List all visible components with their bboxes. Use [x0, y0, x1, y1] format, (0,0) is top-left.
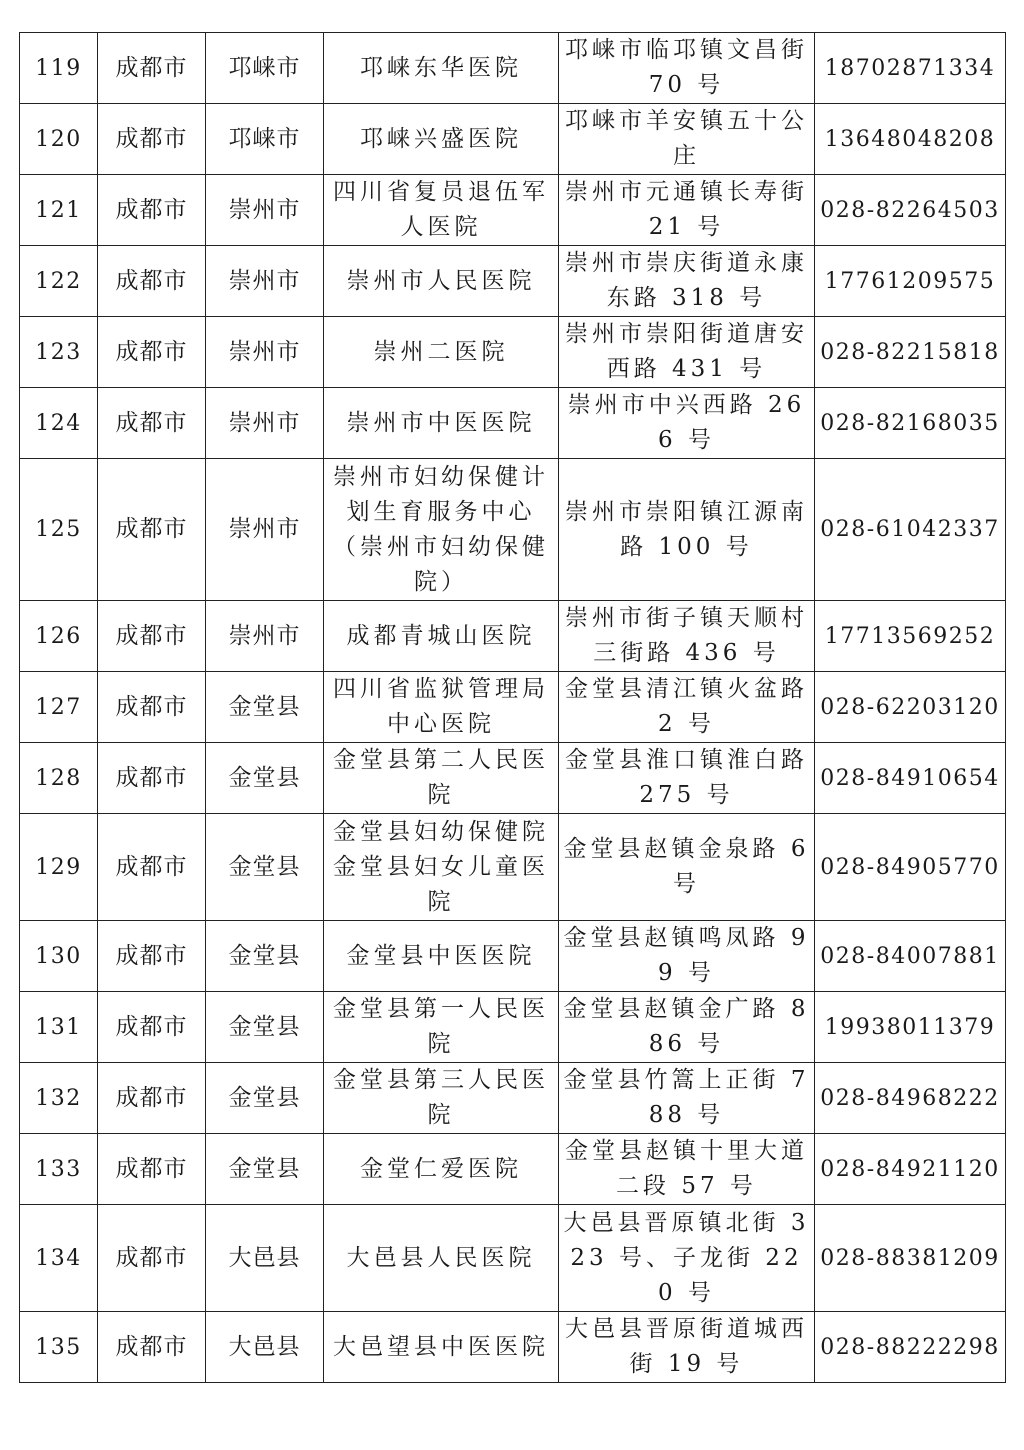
row-number: 128	[20, 743, 98, 814]
table-row	[20, 104, 1006, 175]
row-city: 成都市	[98, 317, 206, 388]
row-phone: 028-82168035	[815, 388, 1006, 459]
row-number: 132	[20, 1063, 98, 1134]
row-number: 126	[20, 601, 98, 672]
row-number: 130	[20, 921, 98, 992]
row-city: 成都市	[98, 104, 206, 175]
row-city: 成都市	[98, 814, 206, 921]
row-phone: 028-61042337	[815, 459, 1006, 601]
row-phone: 028-88222298	[815, 1312, 1006, 1383]
table-row	[20, 1205, 1006, 1312]
row-address: 金堂县淮口镇淮白路 275 号	[559, 743, 815, 814]
row-hospital-name: 崇州二医院	[324, 317, 559, 388]
row-address: 崇州市崇阳街道唐安西路 431 号	[559, 317, 815, 388]
row-city: 成都市	[98, 921, 206, 992]
row-number: 122	[20, 246, 98, 317]
table-row	[20, 33, 1006, 104]
table-row	[20, 1134, 1006, 1205]
row-phone: 18702871334	[815, 33, 1006, 104]
table-row	[20, 601, 1006, 672]
row-phone: 17713569252	[815, 601, 1006, 672]
row-district: 崇州市	[206, 175, 324, 246]
row-hospital-name: 崇州市人民医院	[324, 246, 559, 317]
row-address: 崇州市中兴西路 266 号	[559, 388, 815, 459]
row-district: 金堂县	[206, 1134, 324, 1205]
row-district: 金堂县	[206, 921, 324, 992]
row-district: 金堂县	[206, 814, 324, 921]
row-city: 成都市	[98, 1205, 206, 1312]
row-city: 成都市	[98, 672, 206, 743]
row-city: 成都市	[98, 1134, 206, 1205]
row-number: 124	[20, 388, 98, 459]
row-district: 崇州市	[206, 246, 324, 317]
row-hospital-name: 金堂县第二人民医院	[324, 743, 559, 814]
row-district: 金堂县	[206, 992, 324, 1063]
row-city: 成都市	[98, 992, 206, 1063]
row-hospital-name: 金堂县第一人民医院	[324, 992, 559, 1063]
row-number: 125	[20, 459, 98, 601]
row-hospital-name: 大邑县人民医院	[324, 1205, 559, 1312]
row-address: 金堂县赵镇金广路 886 号	[559, 992, 815, 1063]
row-hospital-name: 邛崃东华医院	[324, 33, 559, 104]
row-number: 121	[20, 175, 98, 246]
table-row	[20, 743, 1006, 814]
row-city: 成都市	[98, 33, 206, 104]
row-number: 135	[20, 1312, 98, 1383]
row-hospital-name: 四川省监狱管理局中心医院	[324, 672, 559, 743]
row-address: 金堂县赵镇金泉路 6 号	[559, 814, 815, 921]
row-district: 大邑县	[206, 1312, 324, 1383]
row-city: 成都市	[98, 459, 206, 601]
table-row	[20, 1312, 1006, 1383]
row-district: 崇州市	[206, 317, 324, 388]
row-phone: 028-88381209	[815, 1205, 1006, 1312]
row-city: 成都市	[98, 743, 206, 814]
row-phone: 17761209575	[815, 246, 1006, 317]
row-number: 119	[20, 33, 98, 104]
row-phone: 028-82215818	[815, 317, 1006, 388]
row-district: 金堂县	[206, 672, 324, 743]
row-city: 成都市	[98, 601, 206, 672]
row-hospital-name: 大邑望县中医医院	[324, 1312, 559, 1383]
row-district: 大邑县	[206, 1205, 324, 1312]
row-address: 崇州市崇阳镇江源南路 100 号	[559, 459, 815, 601]
table-row	[20, 317, 1006, 388]
row-address: 邛崃市羊安镇五十公庄	[559, 104, 815, 175]
table-row	[20, 814, 1006, 921]
row-city: 成都市	[98, 1312, 206, 1383]
row-hospital-name: 金堂县第三人民医院	[324, 1063, 559, 1134]
table-row	[20, 459, 1006, 601]
row-number: 129	[20, 814, 98, 921]
table-row	[20, 388, 1006, 459]
table-row	[20, 175, 1006, 246]
row-district: 崇州市	[206, 601, 324, 672]
row-phone: 13648048208	[815, 104, 1006, 175]
table-row	[20, 1063, 1006, 1134]
row-phone: 028-84905770	[815, 814, 1006, 921]
table-row	[20, 672, 1006, 743]
row-district: 邛崃市	[206, 33, 324, 104]
hospital-table	[19, 32, 1006, 1383]
row-phone: 028-84968222	[815, 1063, 1006, 1134]
row-district: 金堂县	[206, 743, 324, 814]
row-hospital-name: 金堂仁爱医院	[324, 1134, 559, 1205]
row-number: 133	[20, 1134, 98, 1205]
row-hospital-name: 崇州市中医医院	[324, 388, 559, 459]
row-address: 金堂县清江镇火盆路 2 号	[559, 672, 815, 743]
row-hospital-name: 金堂县妇幼保健院金堂县妇女儿童医院	[324, 814, 559, 921]
row-address: 崇州市街子镇天顺村三街路 436 号	[559, 601, 815, 672]
row-district: 金堂县	[206, 1063, 324, 1134]
row-number: 127	[20, 672, 98, 743]
row-address: 大邑县晋原镇北街 323 号、子龙街 220 号	[559, 1205, 815, 1312]
row-address: 金堂县赵镇十里大道二段 57 号	[559, 1134, 815, 1205]
row-number: 131	[20, 992, 98, 1063]
row-city: 成都市	[98, 246, 206, 317]
table-row	[20, 992, 1006, 1063]
row-number: 134	[20, 1205, 98, 1312]
row-address: 金堂县竹篙上正街 788 号	[559, 1063, 815, 1134]
row-phone: 19938011379	[815, 992, 1006, 1063]
row-hospital-name: 成都青城山医院	[324, 601, 559, 672]
row-address: 崇州市元通镇长寿街 21 号	[559, 175, 815, 246]
row-address: 大邑县晋原街道城西街 19 号	[559, 1312, 815, 1383]
row-district: 邛崃市	[206, 104, 324, 175]
row-hospital-name: 四川省复员退伍军人医院	[324, 175, 559, 246]
row-phone: 028-82264503	[815, 175, 1006, 246]
row-address: 邛崃市临邛镇文昌街 70 号	[559, 33, 815, 104]
row-hospital-name: 金堂县中医医院	[324, 921, 559, 992]
row-phone: 028-84007881	[815, 921, 1006, 992]
row-address: 崇州市崇庆街道永康东路 318 号	[559, 246, 815, 317]
row-address: 金堂县赵镇鸣凤路 99 号	[559, 921, 815, 992]
row-district: 崇州市	[206, 388, 324, 459]
row-number: 123	[20, 317, 98, 388]
row-hospital-name: 崇州市妇幼保健计划生育服务中心（崇州市妇幼保健院）	[324, 459, 559, 601]
table-row	[20, 246, 1006, 317]
table-row	[20, 921, 1006, 992]
row-city: 成都市	[98, 388, 206, 459]
row-number: 120	[20, 104, 98, 175]
row-city: 成都市	[98, 175, 206, 246]
row-phone: 028-62203120	[815, 672, 1006, 743]
row-phone: 028-84921120	[815, 1134, 1006, 1205]
row-district: 崇州市	[206, 459, 324, 601]
row-city: 成都市	[98, 1063, 206, 1134]
row-hospital-name: 邛崃兴盛医院	[324, 104, 559, 175]
row-phone: 028-84910654	[815, 743, 1006, 814]
